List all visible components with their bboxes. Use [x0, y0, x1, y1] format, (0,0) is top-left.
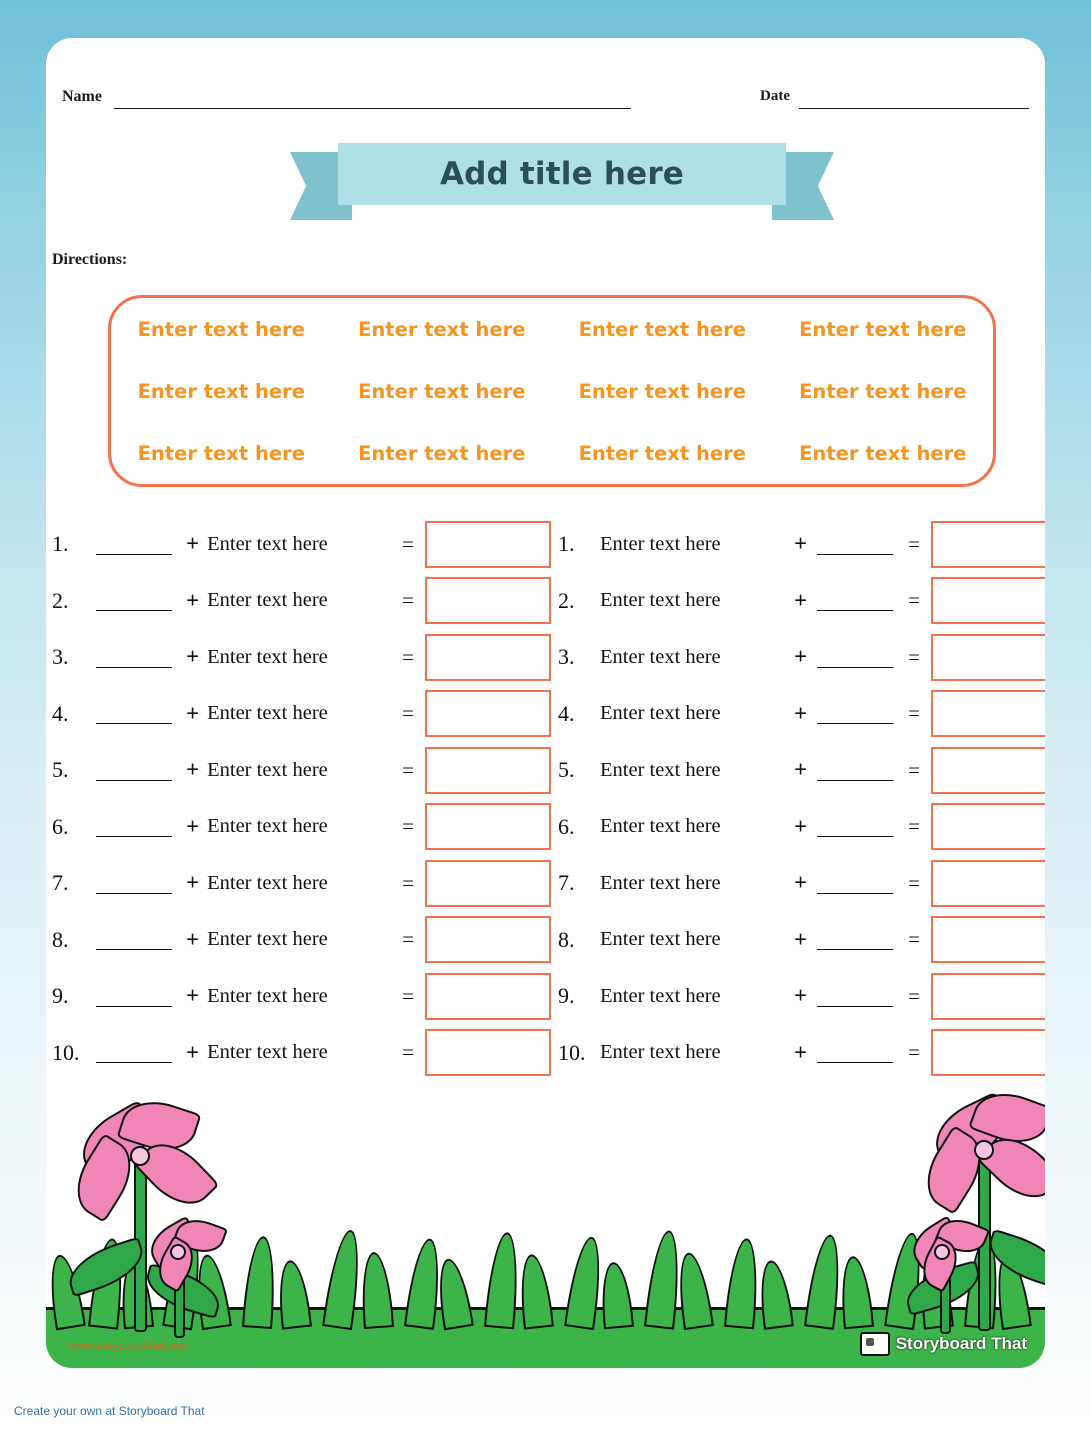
problem-row — [52, 968, 532, 1025]
problem-number: 7. — [558, 870, 575, 896]
problem-text[interactable]: Enter text here — [207, 815, 328, 838]
equals-sign: = — [908, 814, 920, 839]
answer-box[interactable] — [425, 521, 551, 568]
answer-box[interactable] — [931, 690, 1045, 737]
problem-text[interactable]: Enter text here — [207, 758, 328, 781]
answer-blank[interactable] — [96, 647, 172, 668]
word-bank-grid — [111, 298, 993, 484]
problem-number: 1. — [52, 531, 69, 557]
answer-box[interactable] — [425, 1029, 551, 1076]
flower-left — [60, 1098, 240, 1338]
problem-text[interactable]: Enter text here — [207, 871, 328, 894]
problem-number: 10. — [558, 1039, 586, 1065]
problem-row — [558, 1025, 1038, 1082]
footer-url[interactable]: www.storyboardthat.com — [68, 1340, 189, 1352]
problem-columns — [46, 516, 1045, 1086]
problem-number: 10. — [52, 1039, 80, 1065]
word-bank-item[interactable]: Enter text here — [358, 379, 526, 403]
equals-sign: = — [908, 531, 920, 556]
problem-row — [52, 912, 532, 969]
problem-text[interactable]: Enter text here — [600, 645, 721, 668]
flower-center-icon — [934, 1244, 950, 1260]
answer-box[interactable] — [931, 1029, 1045, 1076]
problem-row — [52, 855, 532, 912]
problem-number: 3. — [52, 644, 69, 670]
problem-text[interactable]: Enter text here — [600, 815, 721, 838]
brand-name: Storyboard That — [895, 1334, 1027, 1353]
answer-blank[interactable] — [96, 534, 172, 555]
equals-sign: = — [908, 1040, 920, 1065]
grass-blade-icon — [516, 1253, 554, 1330]
answer-blank[interactable] — [817, 760, 893, 781]
equals-sign: = — [908, 870, 920, 895]
answer-box[interactable] — [931, 916, 1045, 963]
word-bank-item[interactable]: Enter text here — [799, 317, 967, 341]
equals-sign: = — [402, 531, 414, 556]
problem-number: 1. — [558, 531, 575, 557]
equals-sign: = — [402, 757, 414, 782]
answer-box[interactable] — [425, 634, 551, 681]
equals-sign: = — [908, 983, 920, 1008]
answer-box[interactable] — [425, 803, 551, 850]
problem-text[interactable]: Enter text here — [600, 589, 721, 612]
answer-blank[interactable] — [817, 590, 893, 611]
problem-number: 5. — [558, 757, 575, 783]
equals-sign: = — [908, 588, 920, 613]
directions-label: Directions: — [52, 251, 128, 268]
problem-text[interactable]: Enter text here — [207, 702, 328, 725]
problem-row — [52, 742, 532, 799]
answer-blank[interactable] — [817, 816, 893, 837]
problem-number: 3. — [558, 644, 575, 670]
answer-box[interactable] — [931, 860, 1045, 907]
leaf-icon — [982, 1229, 1045, 1290]
plus-operator: + — [794, 644, 808, 670]
answer-box[interactable] — [931, 747, 1045, 794]
problem-number: 9. — [558, 983, 575, 1009]
word-bank-item[interactable]: Enter text here — [358, 441, 526, 465]
answer-box[interactable] — [931, 803, 1045, 850]
problem-row — [52, 516, 532, 573]
title-banner — [290, 143, 834, 223]
plus-operator: + — [794, 757, 808, 783]
problem-text[interactable]: Enter text here — [600, 702, 721, 725]
problem-text[interactable]: Enter text here — [600, 758, 721, 781]
answer-blank[interactable] — [817, 647, 893, 668]
word-bank-item[interactable]: Enter text here — [358, 317, 526, 341]
equals-sign: = — [402, 983, 414, 1008]
page-title: Add title here — [439, 156, 685, 192]
problem-text[interactable]: Enter text here — [600, 871, 721, 894]
word-bank-item[interactable]: Enter text here — [137, 379, 305, 403]
problem-text[interactable]: Enter text here — [207, 645, 328, 668]
equals-sign: = — [908, 701, 920, 726]
problem-text[interactable]: Enter text here — [207, 532, 328, 555]
answer-box[interactable] — [931, 973, 1045, 1020]
problem-row — [558, 686, 1038, 743]
problem-text[interactable]: Enter text here — [207, 928, 328, 951]
equals-sign: = — [908, 644, 920, 669]
problem-number: 2. — [558, 587, 575, 613]
word-bank-item[interactable]: Enter text here — [578, 379, 746, 403]
equals-sign: = — [402, 870, 414, 895]
equals-sign: = — [908, 927, 920, 952]
problem-text[interactable]: Enter text here — [600, 984, 721, 1007]
problem-row — [558, 799, 1038, 856]
answer-blank[interactable] — [817, 1042, 893, 1063]
word-bank-item[interactable]: Enter text here — [137, 441, 305, 465]
answer-box[interactable] — [931, 634, 1045, 681]
equals-sign: = — [402, 701, 414, 726]
equals-sign: = — [402, 814, 414, 839]
word-bank-item[interactable]: Enter text here — [578, 441, 746, 465]
grass-blade-icon — [598, 1261, 634, 1329]
plus-operator: + — [186, 757, 200, 783]
answer-blank[interactable] — [817, 534, 893, 555]
problem-number: 7. — [52, 870, 69, 896]
equals-sign: = — [402, 644, 414, 669]
plus-operator: + — [186, 870, 200, 896]
problem-row — [558, 573, 1038, 630]
plus-operator: + — [186, 983, 200, 1009]
grass-blade-icon — [275, 1259, 312, 1330]
plus-operator: + — [794, 870, 808, 896]
answer-blank[interactable] — [817, 929, 893, 950]
problem-column-right — [558, 516, 1038, 1081]
problem-row — [52, 629, 532, 686]
problem-text[interactable]: Enter text here — [207, 589, 328, 612]
title-banner-body[interactable] — [338, 143, 786, 205]
problem-text[interactable]: Enter text here — [600, 1041, 721, 1064]
name-input-line[interactable] — [114, 108, 631, 109]
answer-blank[interactable] — [96, 929, 172, 950]
problem-number: 6. — [52, 813, 69, 839]
problem-row — [558, 855, 1038, 912]
plus-operator: + — [794, 531, 808, 557]
answer-blank[interactable] — [817, 873, 893, 894]
problem-number: 4. — [52, 700, 69, 726]
date-input-line[interactable] — [799, 108, 1029, 109]
bottom-caption: Create your own at Storyboard That — [14, 1404, 205, 1418]
problem-number: 4. — [558, 700, 575, 726]
answer-box[interactable] — [425, 747, 551, 794]
problem-text[interactable]: Enter text here — [600, 532, 721, 555]
answer-box[interactable] — [425, 860, 551, 907]
answer-blank[interactable] — [96, 703, 172, 724]
answer-box[interactable] — [425, 690, 551, 737]
answer-blank[interactable] — [817, 703, 893, 724]
flower-right — [874, 1090, 1045, 1340]
equals-sign: = — [908, 757, 920, 782]
flower-center-icon — [170, 1244, 186, 1260]
problem-column-left — [52, 516, 532, 1081]
answer-blank[interactable] — [817, 986, 893, 1007]
plus-operator: + — [794, 700, 808, 726]
plus-operator: + — [794, 813, 808, 839]
plus-operator: + — [794, 1039, 808, 1065]
problem-number: 6. — [558, 813, 575, 839]
problem-row — [558, 516, 1038, 573]
word-bank — [108, 295, 996, 487]
answer-box[interactable] — [425, 577, 551, 624]
answer-blank[interactable] — [96, 873, 172, 894]
plus-operator: + — [794, 587, 808, 613]
plus-operator: + — [186, 644, 200, 670]
problem-row — [558, 968, 1038, 1025]
problem-text[interactable]: Enter text here — [600, 928, 721, 951]
answer-box[interactable] — [425, 916, 551, 963]
answer-blank[interactable] — [96, 816, 172, 837]
problem-row — [558, 912, 1038, 969]
answer-blank[interactable] — [96, 760, 172, 781]
grass-blade-icon — [242, 1235, 278, 1329]
date-label: Date — [760, 88, 790, 104]
problem-row — [52, 686, 532, 743]
name-date-row — [46, 38, 1045, 105]
worksheet-sheet — [46, 38, 1045, 1368]
plus-operator: + — [794, 983, 808, 1009]
problem-row — [52, 799, 532, 856]
problem-row — [558, 629, 1038, 686]
problem-row — [558, 742, 1038, 799]
answer-blank[interactable] — [96, 986, 172, 1007]
answer-box[interactable] — [931, 521, 1045, 568]
problem-number: 8. — [558, 926, 575, 952]
plus-operator: + — [186, 700, 200, 726]
equals-sign: = — [402, 588, 414, 613]
flower-center-icon — [130, 1146, 150, 1166]
equals-sign: = — [402, 1040, 414, 1065]
name-label: Name — [62, 88, 102, 105]
flower-center-icon — [974, 1140, 994, 1160]
plus-operator: + — [186, 813, 200, 839]
plus-operator: + — [186, 531, 200, 557]
plus-operator: + — [186, 926, 200, 952]
word-bank-item[interactable]: Enter text here — [578, 317, 746, 341]
problem-number: 8. — [52, 926, 69, 952]
problem-number: 9. — [52, 983, 69, 1009]
problem-text[interactable]: Enter text here — [207, 984, 328, 1007]
plus-operator: + — [186, 587, 200, 613]
problem-number: 2. — [52, 587, 69, 613]
word-bank-item[interactable]: Enter text here — [799, 441, 967, 465]
problem-row — [52, 1025, 532, 1082]
problem-number: 5. — [52, 757, 69, 783]
grass-blade-icon — [359, 1251, 394, 1329]
word-bank-item[interactable]: Enter text here — [137, 317, 305, 341]
word-bank-item[interactable]: Enter text here — [799, 379, 967, 403]
plus-operator: + — [794, 926, 808, 952]
problem-text[interactable]: Enter text here — [207, 1041, 328, 1064]
answer-blank[interactable] — [96, 1042, 172, 1063]
equals-sign: = — [402, 927, 414, 952]
grass-blade-icon — [838, 1255, 874, 1329]
answer-box[interactable] — [425, 973, 551, 1020]
plus-operator: + — [186, 1039, 200, 1065]
answer-box[interactable] — [931, 577, 1045, 624]
problem-row — [52, 573, 532, 630]
answer-blank[interactable] — [96, 590, 172, 611]
